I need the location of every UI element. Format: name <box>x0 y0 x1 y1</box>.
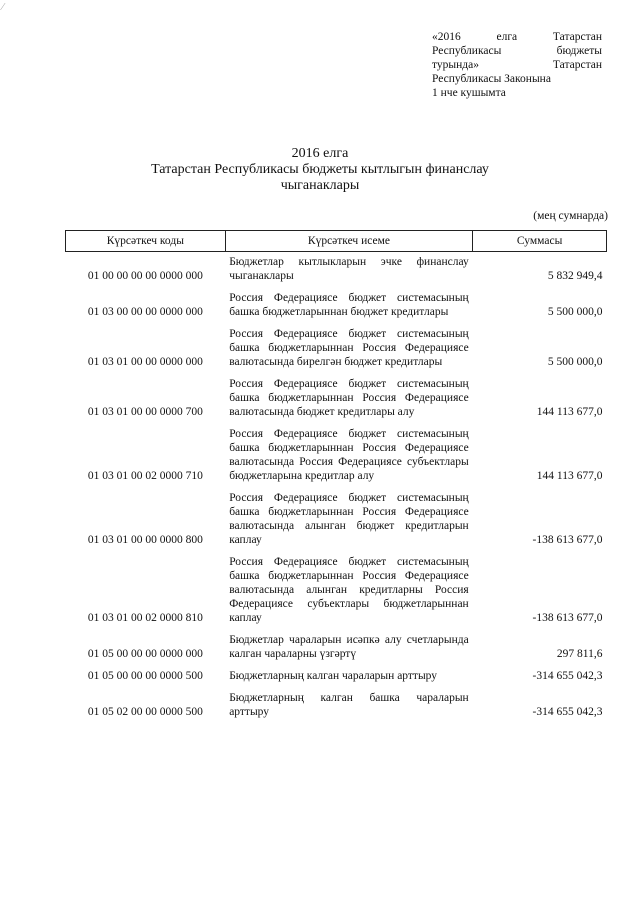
annex-note-line: 1 нче кушымта <box>432 87 506 99</box>
table-row <box>66 324 607 374</box>
annex-note-line: турында» Татарстан <box>432 59 602 71</box>
row-name: Россия Федерациясе бюджет системасының башка бюджетларыннан бюджет кредитлары <box>229 292 469 318</box>
row-code: 01 03 01 00 00 0000 800 <box>87 534 203 546</box>
annex-note-line: Республикасы бюджеты <box>432 45 602 57</box>
header-amount: Суммасы <box>473 231 607 252</box>
table-row <box>66 424 607 488</box>
row-code: 01 05 00 00 00 0000 000 <box>87 648 203 660</box>
row-name: Россия Федерациясе бюджет системасының башка бюджетларыннан Россия Федерациясе валютасында алынган кредитларны Россия Федерациясе субъектлары бюджетларыннан каплау <box>229 556 469 624</box>
table-row <box>66 666 607 688</box>
title-line-sub: чыганаклары <box>280 178 360 193</box>
row-amount: 5 500 000,0 <box>547 306 603 318</box>
row-amount: 5 500 000,0 <box>547 356 603 368</box>
annex-note <box>432 30 602 100</box>
table-header-row <box>66 231 607 252</box>
table-row <box>66 252 607 289</box>
table-row <box>66 488 607 552</box>
units-label: (мең сумнарда) <box>533 210 608 222</box>
row-name: Россия Федерациясе бюджет системасының башка бюджетларыннан Россия Федерациясе валютасында бирелгән бюджет кредитлары <box>229 328 469 368</box>
row-code: 01 03 00 00 00 0000 000 <box>87 306 203 318</box>
title-line-main: Татарстан Республикасы бюджеты кытлыгын финанслау <box>151 162 489 177</box>
table-row <box>66 630 607 666</box>
scan-artifact-mark: ⁄ <box>2 2 4 13</box>
row-code: 01 05 02 00 00 0000 500 <box>87 706 203 718</box>
row-amount: 5 832 949,4 <box>547 270 603 282</box>
table-row <box>66 374 607 424</box>
row-amount: -314 655 042,3 <box>532 706 603 718</box>
annex-note-line: «2016 елга Татарстан <box>432 31 602 43</box>
row-code: 01 03 01 00 02 0000 710 <box>87 470 203 482</box>
row-name: Россия Федерациясе бюджет системасының башка бюджетларыннан Россия Федерациясе валютасында бюджет кредитлары алу <box>229 378 469 418</box>
table-row <box>66 552 607 630</box>
row-name: Россия Федерациясе бюджет системасының башка бюджетларыннан Россия Федерациясе валютасында Россия Федерациясе субъектлары бюджетларына кредитлар алу <box>229 428 469 482</box>
row-code: 01 03 01 00 00 0000 000 <box>87 356 203 368</box>
document-title <box>120 146 520 194</box>
row-code: 01 03 01 00 02 0000 810 <box>87 612 203 624</box>
row-amount: -138 613 677,0 <box>532 534 603 546</box>
row-code: 01 03 01 00 00 0000 700 <box>87 406 203 418</box>
row-amount: -138 613 677,0 <box>532 612 603 624</box>
row-amount: -314 655 042,3 <box>532 670 603 682</box>
annex-note-line: Республикасы Законына <box>432 73 551 85</box>
row-amount: 297 811,6 <box>556 648 603 660</box>
row-code: 01 00 00 00 00 0000 000 <box>87 270 203 282</box>
table-row <box>66 288 607 324</box>
row-name: Бюджетлар кытлыкларын эчке финанслау чыганаклары <box>229 256 469 282</box>
header-name: Күрсәткеч исеме <box>225 231 473 252</box>
row-name: Бюджетлар чараларын исәпкә алу счетларында калган чараларны үзгәртү <box>229 634 469 660</box>
row-amount: 144 113 677,0 <box>536 406 603 418</box>
table-row <box>66 688 607 724</box>
row-name: Россия Федерациясе бюджет системасының башка бюджетларыннан Россия Федерациясе валютасында алынган бюджет кредитларын каплау <box>229 492 469 546</box>
title-line-year: 2016 елга <box>291 146 349 161</box>
row-amount: 144 113 677,0 <box>536 470 603 482</box>
row-name: Бюджетларның калган башка чараларын арттыру <box>229 692 469 718</box>
row-name: Бюджетларның калган чараларын арттыру <box>229 670 438 682</box>
header-code: Күрсәткеч коды <box>66 231 226 252</box>
financing-table <box>65 230 607 724</box>
row-code: 01 05 00 00 00 0000 500 <box>87 670 203 682</box>
